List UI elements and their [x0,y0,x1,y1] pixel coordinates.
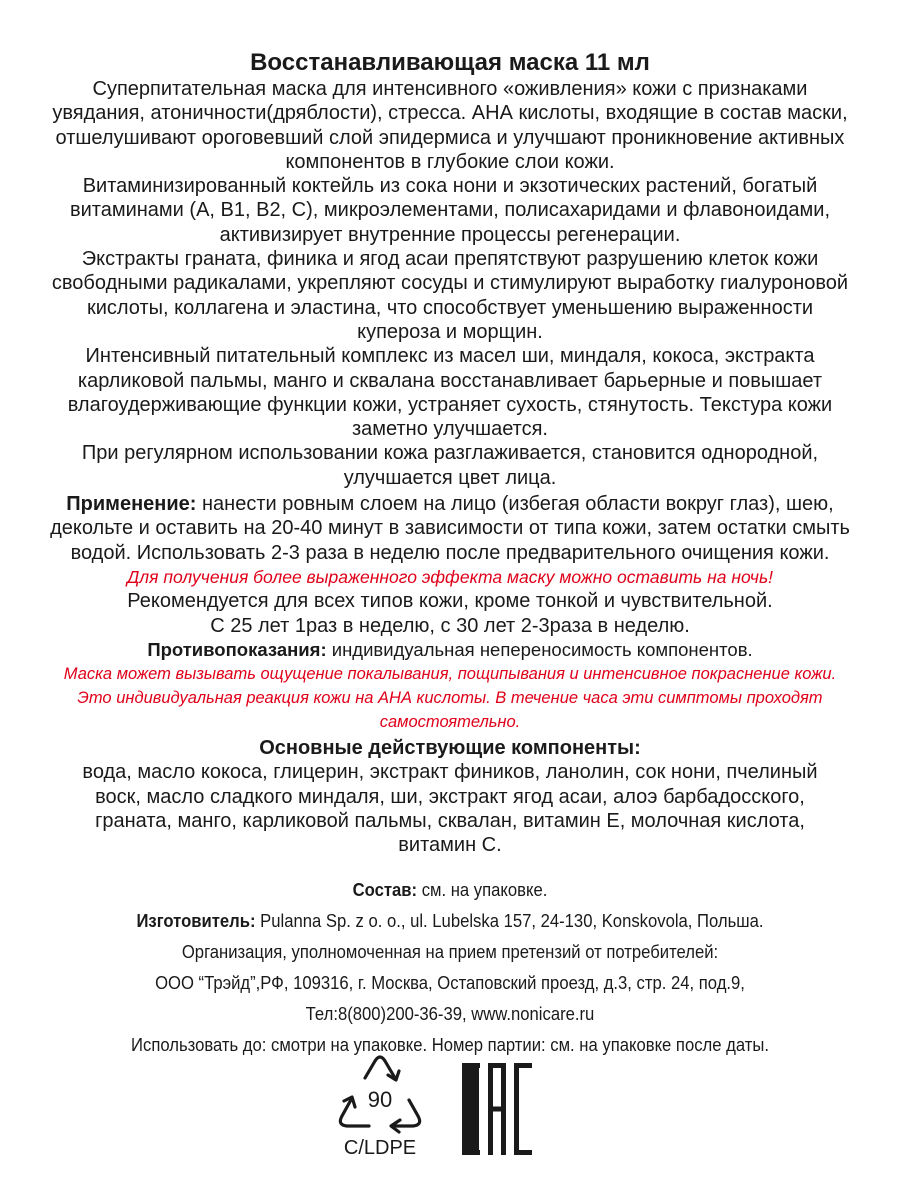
product-title: Восстанавливающая маска 11 мл [250,49,650,76]
organization-line-3: Тел:8(800)200-36-39, www.nonicare.ru [305,1003,595,1024]
organization-line-1: Организация, уполномоченная на прием претензий от потребителей: [181,941,719,962]
eac-mark-icon [462,1063,532,1155]
expiry-line: Использовать до: смотри на упаковке. Номер партии: см. на упаковке после даты. [131,1034,769,1055]
usage-paragraph [50,492,850,565]
components-heading: Основные действующие компоненты: [259,737,641,760]
intro-paragraph-1: Суперпитательная маска для интенсивного «оживления» кожи с признаками увядания, атоничности(дряблости), стресса. АНА кислоты, входящие в состав маски, отшелушивают ороговевший слой эпидермиса и улучшают проникновение активных компонентов в глубокие слои кожи. [52,78,848,173]
recommendation: Рекомендуется для всех типов кожи, кроме тонкой и чувствительной. [127,590,773,613]
night-note: Для получения более выраженного эффекта маску можно оставить на ночь! [126,566,774,587]
manufacturer-text: Pulanna Sp. z o. o., ul. Lubelska 157, 24-130, Konskovola, Польша. [255,910,764,931]
usage-label: Применение: [66,493,197,516]
components-list: вода, масло кокоса, глицерин, экстракт фиников, ланолин, сок нони, пчелиный воск, масло сладкого миндаля, ши, экстракт ягод асаи, алоэ барбадосского, граната, манго, карликовой пальмы, сквалан, витамин Е, молочная кислота, витамин С. [82,761,818,857]
description-block [50,77,850,858]
contraindications [50,638,850,662]
warning-note: Маска может вызывать ощущение покалывания, пощипывания и интенсивное покраснение кожи. Это индивидуальная реакция кожи на АНА кислоты. В течение часа эти симптомы проходят самостоятельно. [63,665,837,732]
contraindications-text: индивидуальная непереносимость компонентов. [326,638,753,660]
manufacturer-line [63,905,837,936]
composition-text: см. на упаковке. [417,879,548,900]
intro-paragraph-5: При регулярном использовании кожа разглаживается, становится однородной, улучшается цвет лица. [81,442,819,489]
usage-text: нанести ровным слоем на лицо (избегая области вокруг глаз), шею, декольте и оставить на 20-40 минут в зависимости от типа кожи, затем остатки смыть водой. Использовать 2-3 раза в неделю после предварительного очищения кожи. [50,493,850,564]
organization-line-2: ООО “Трэйд”,РФ, 109316, г. Москва, Остаповский проезд, д.3, стр. 24, под.9, [155,972,745,993]
manufacturer-label: Изготовитель: [136,910,256,931]
intro-paragraph-3: Экстракты граната, финика и ягод асаи препятствуют разрушению клеток кожи свободными радикалами, укрепляют сосуды и стимулируют выработку гиалуроновой кислоты, коллагена и эластина, что способствует уменьшению выраженности купероза и морщин. [51,248,849,343]
legal-info-block [63,874,837,1060]
contraindications-label: Противопоказания: [147,638,327,660]
intro-paragraph-2: Витаминизированный коктейль из сока нони и экзотических растений, богатый витаминами (А, В1, В2, С), микроэлементами, полисахаридами и флавоноидами, активизирует внутренние процессы регенерации. [69,175,830,246]
recycle-material-label: C/LDPE [343,1137,417,1159]
composition-label: Состав: [352,879,418,900]
recycle-code: 90 [367,1087,393,1112]
intro-paragraph-4: Интенсивный питательный комплекс из масел ши, миндаля, кокоса, экстракта карликовой пальмы, манго и сквалана восстанавливает барьерные и повышает влагоудерживающие функции кожи, устраняет сухость, стянутость. Текстура кожи заметно улучшается. [67,345,833,441]
composition-line [63,874,837,905]
frequency: С 25 лет 1раз в неделю, с 30 лет 2-3раза в неделю. [210,614,690,637]
